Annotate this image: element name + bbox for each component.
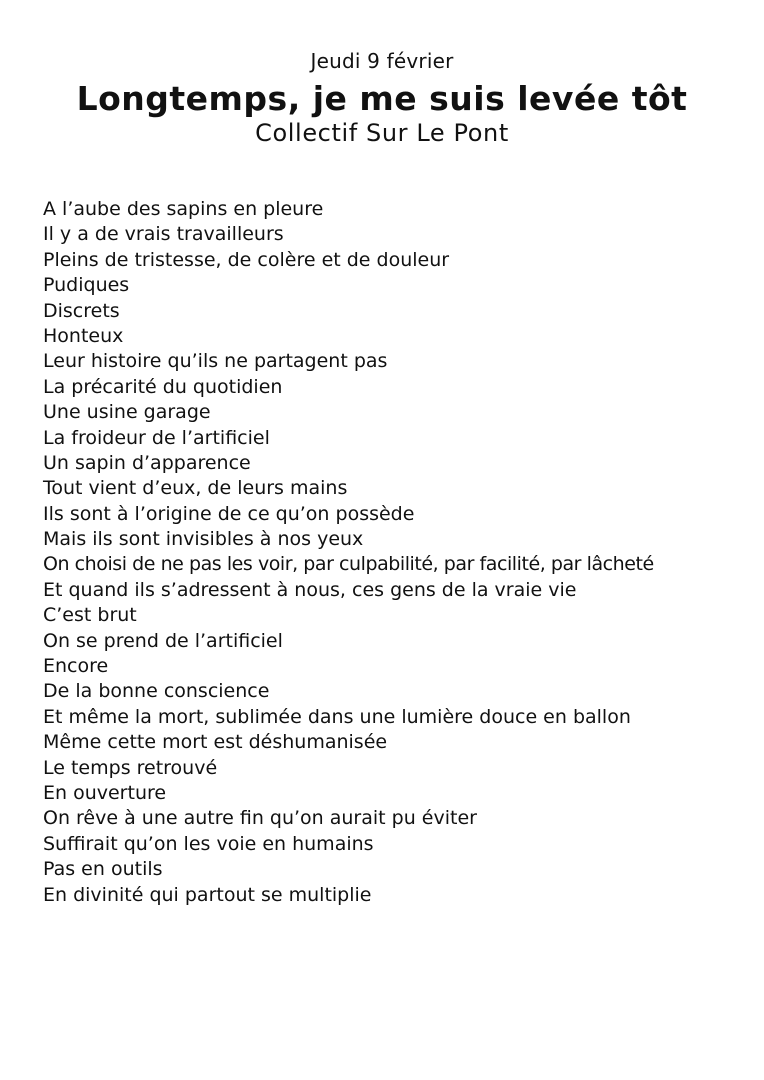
poem-line: Tout vient d’eux, de leurs mains — [43, 477, 348, 500]
author: Collectif Sur Le Pont — [255, 119, 509, 147]
poem-line: Une usine garage — [43, 401, 211, 424]
poem-line: Pudiques — [43, 274, 130, 297]
poem-line: Suffirait qu’on les voie en humains — [43, 832, 374, 855]
poem-line: C’est brut — [43, 604, 137, 627]
poem-line: Mais ils sont invisibles à nos yeux — [43, 528, 364, 551]
poem-line: Encore — [43, 655, 109, 678]
poem-line: Un sapin d’apparence — [43, 451, 251, 474]
poem-line: A l’aube des sapins en pleure — [43, 198, 324, 220]
poem-line: Leur histoire qu’ils ne partagent pas — [43, 350, 388, 373]
poem-line: Il y a de vrais travailleurs — [43, 223, 284, 246]
poem-line: Ils sont à l’origine de ce qu’on possède — [43, 502, 415, 525]
poem-line: Et même la mort, sublimée dans une lumière douce en ballon — [43, 705, 631, 728]
poem-line: Même cette mort est déshumanisée — [43, 731, 388, 754]
poem-line: Pleins de tristesse, de colère et de douleur — [43, 248, 450, 271]
poem-line: En divinité qui partout se multiplie — [43, 883, 372, 906]
poem-line: On se prend de l’artificiel — [43, 629, 283, 652]
poem-line: Discrets — [43, 299, 120, 322]
header — [0, 48, 764, 148]
poem-line: On rêve à une autre fin qu’on aurait pu éviter — [43, 807, 477, 830]
poem — [43, 197, 755, 908]
poem-line: On choisi de ne pas les voir, par culpabilité, par facilité, par lâcheté — [43, 553, 654, 576]
date: Jeudi 9 février — [310, 49, 454, 73]
poem-line: De la bonne conscience — [43, 680, 270, 703]
poem-line: Pas en outils — [43, 858, 163, 881]
poem-line: La froideur de l’artificiel — [43, 426, 270, 449]
poem-line: Honteux — [43, 324, 124, 347]
poem-line: En ouverture — [43, 781, 167, 804]
poem-line: Et quand ils s’adressent à nous, ces gens de la vraie vie — [43, 578, 577, 601]
poem-line: La précarité du quotidien — [43, 375, 283, 398]
page-title: Longtemps, je me suis levée tôt — [76, 79, 688, 118]
poem-line: Le temps retrouvé — [43, 756, 218, 779]
